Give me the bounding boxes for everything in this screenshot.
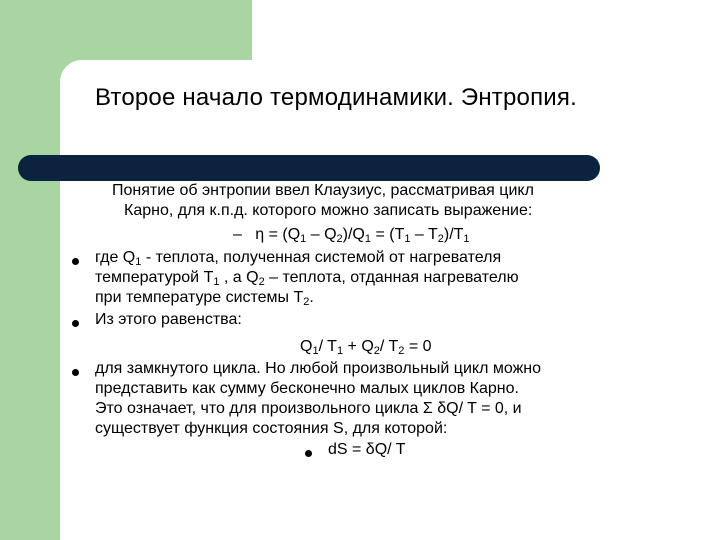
bullet-1-line-1: где $Q_1$ - теплота, полученная системой от нагревателя [95, 249, 502, 268]
intro-line-2: Карно, для к.п.д. которого можно записать выражение: [124, 202, 533, 219]
bullet-2-text: Из этого равенства: [95, 311, 242, 328]
bullet-3-line-3: Это означает, что для произвольного цикла Σ δQ/ T = 0, и [95, 400, 522, 417]
bullet-dot-icon [72, 369, 79, 376]
bullet-dot-icon [72, 258, 79, 265]
equation-dash: – [233, 226, 242, 243]
bullet-dot-icon [72, 320, 79, 327]
slide-title: Второе начало термодинамики. Энтропия. [95, 84, 577, 111]
bullet-1-line-2: температурой $T_1$ , а $Q_2$ – теплота, отданная нагревателю [95, 269, 519, 288]
entropy-differential-formula: dS = δQ/ T [328, 441, 406, 458]
bullet-3-line-2: представить как сумму бесконечно малых циклов Карно. [95, 380, 519, 397]
bullet-3-line-4: существует функция состояния S, для которой: [95, 420, 448, 437]
sub-bullet-dot-icon [305, 450, 312, 457]
entropy-sum-equation: $Q_1/$ $T_1 + Q_2/$ $T_2 = 0$ [300, 338, 432, 357]
intro-line-1: Понятие об энтропии ввел Клаузиус, рассматривая цикл [112, 182, 534, 199]
efficiency-equation: – $\eta = (Q_1 - Q_2)/Q_1 = (T_1 - T_2)/T_1$ [233, 226, 470, 245]
bullet-1-line-3: при температуре системы $T_2$. [95, 289, 314, 308]
bullet-3-line-1: для замкнутого цикла. Но любой произвольный цикл можно [95, 360, 542, 377]
eta-symbol: η [255, 226, 265, 243]
